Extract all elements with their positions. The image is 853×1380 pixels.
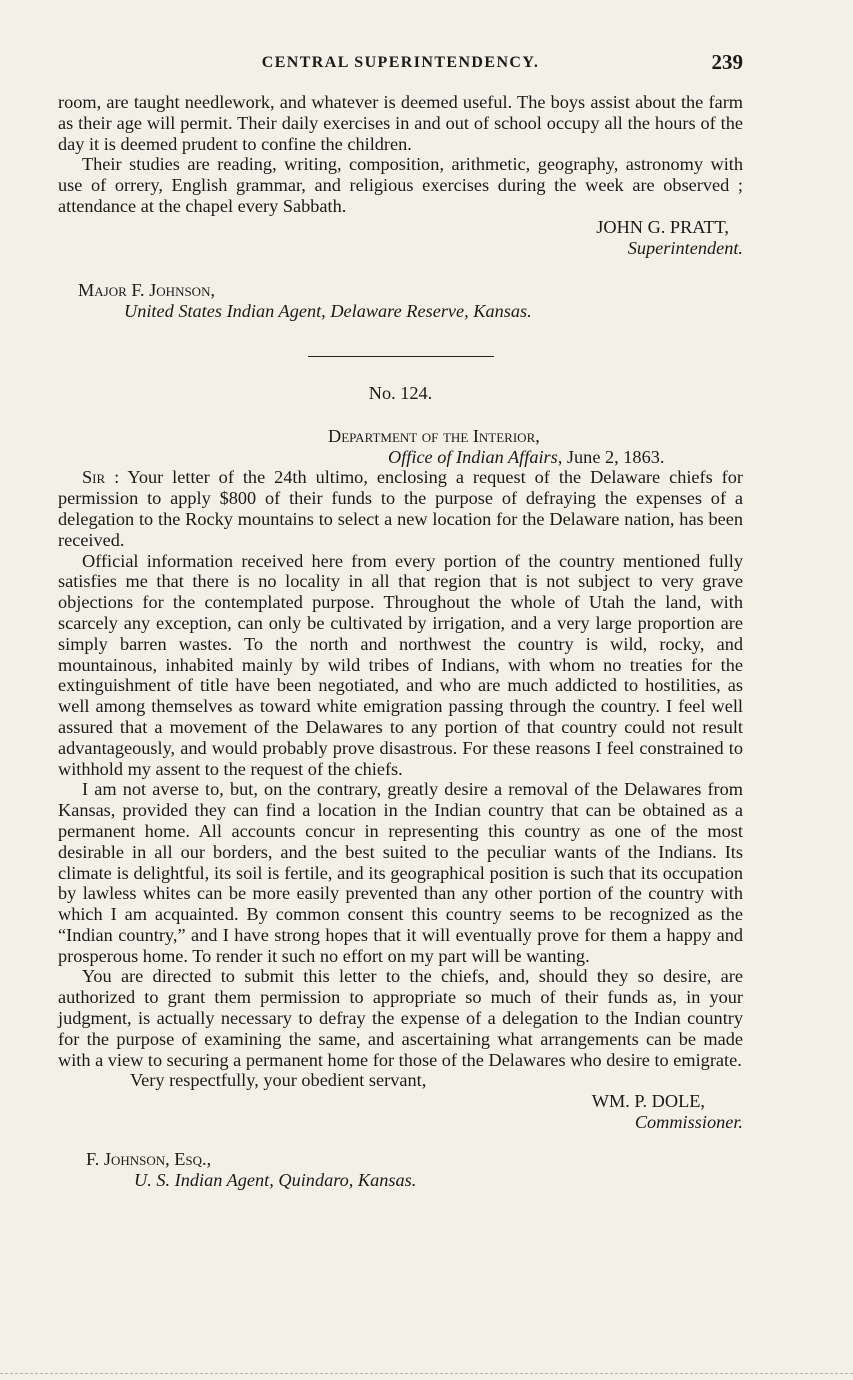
letter1-addressee-name: Major F. Johnson, <box>78 280 216 301</box>
letter1-signature-name: JOHN G. PRATT, <box>596 216 729 237</box>
letter2-paragraph-2: Official information received here from every portion of the country mentioned fully satisfies me that there is no locality in all that region that is not subject to very grave objections for the contemplated purpose. Throughout the whole of Utah the land, with scarcely any exception, can only be cultivated by irrigation, and a very large proportion are simply barren wastes. To the north and northwest the country is wild, rocky, and mountainous, inhabited mainly by wild tribes of Indians, with whom no treaties for the extinguishment of title have been negotiated, and who are much addicted to hostilities, as well among themselves as toward white emigration passing through the country. I feel well assured that a movement of the Delawares to any portion of that country could not result advantageously, and would probably prove disastrous. For these reasons I feel constrained to withhold my assent to the request of the chiefs. <box>58 550 743 779</box>
page-body <box>58 92 743 1190</box>
department-line: Department of the Interior, <box>328 425 540 446</box>
letter2-paragraph-3: I am not averse to, but, on the contrary, greatly desire a removal of the Delawares from Kansas, provided they can find a location in the Indian country that can be obtained as a permanent home. All accounts concur in representing this country as one of the most desirable in all our borders, and the best suited to the peculiar wants of the Indians. Its climate is delightful, its soil is fertile, and its geographical position is such that its occupation by lawless whites can be more easily prevented than any other portion of the country with which I am acquainted. By common consent this country seems to be recognized as the “Indian country,” and I have strong hopes that it will eventually prove for them a happy and prosperous home. To render it such no effort on my part will be wanting. <box>58 779 743 966</box>
letter2-signature-name: WM. P. DOLE, <box>591 1091 705 1112</box>
letter2-addressee-title: U. S. Indian Agent, Quindaro, Kansas. <box>134 1169 417 1190</box>
letter2-paragraph-1-text: Your letter of the 24th ultimo, enclosing a request of the Delaware chiefs for permission to apply $800 of their funds to the purpose of defraying the expenses of a delegation to the Rocky mountains to select a new location for the Delaware nation, has been received. <box>58 467 743 550</box>
letter1-signature-title: Superintendent. <box>627 237 743 258</box>
page-header <box>58 50 743 80</box>
running-head: CENTRAL SUPERINTENDENCY. <box>261 54 540 71</box>
closing-line: Very respectfully, your obedient servant, <box>130 1070 427 1091</box>
letter1-addressee-title: United States Indian Agent, Delaware Reserve, Kansas. <box>124 301 532 322</box>
salutation: Sir : <box>82 467 120 488</box>
letter2-addressee-name: F. Johnson, Esq., <box>86 1148 212 1169</box>
office-line <box>58 447 743 468</box>
letter1-paragraph-1: room, are taught needlework, and whatever is deemed useful. The boys assist about the farm as their age will permit. Their daily exercises in and out of school occupy all the hours of the day it is deemed prudent to confine the children. <box>58 92 743 154</box>
page-edge <box>0 1373 853 1374</box>
document-number: No. 124. <box>368 382 433 403</box>
section-divider <box>308 356 494 357</box>
letter2-paragraph-1 <box>58 467 743 550</box>
office-name: Office of Indian Affairs, <box>388 446 563 467</box>
letter1-paragraph-2: Their studies are reading, writing, composition, arithmetic, geography, astronomy with use of orrery, English grammar, and religious exercises during the week are observed ; attendance at the chapel every Sabbath. <box>58 154 743 216</box>
letter2-paragraph-4: You are directed to submit this letter to the chiefs, and, should they so desire, are authorized to grant them permission to appropriate so much of their funds as, in your judgment, is actually necessary to defray the expense of a delegation to the Indian country for the purpose of examining the same, and ascertaining what arrangements can be made with a view to securing a permanent home for those of the Delawares who desire to emigrate. <box>58 966 743 1070</box>
page-number: 239 <box>711 50 743 74</box>
letter2-signature-title: Commissioner. <box>634 1112 743 1133</box>
letter-date: June 2, 1863. <box>566 446 665 467</box>
